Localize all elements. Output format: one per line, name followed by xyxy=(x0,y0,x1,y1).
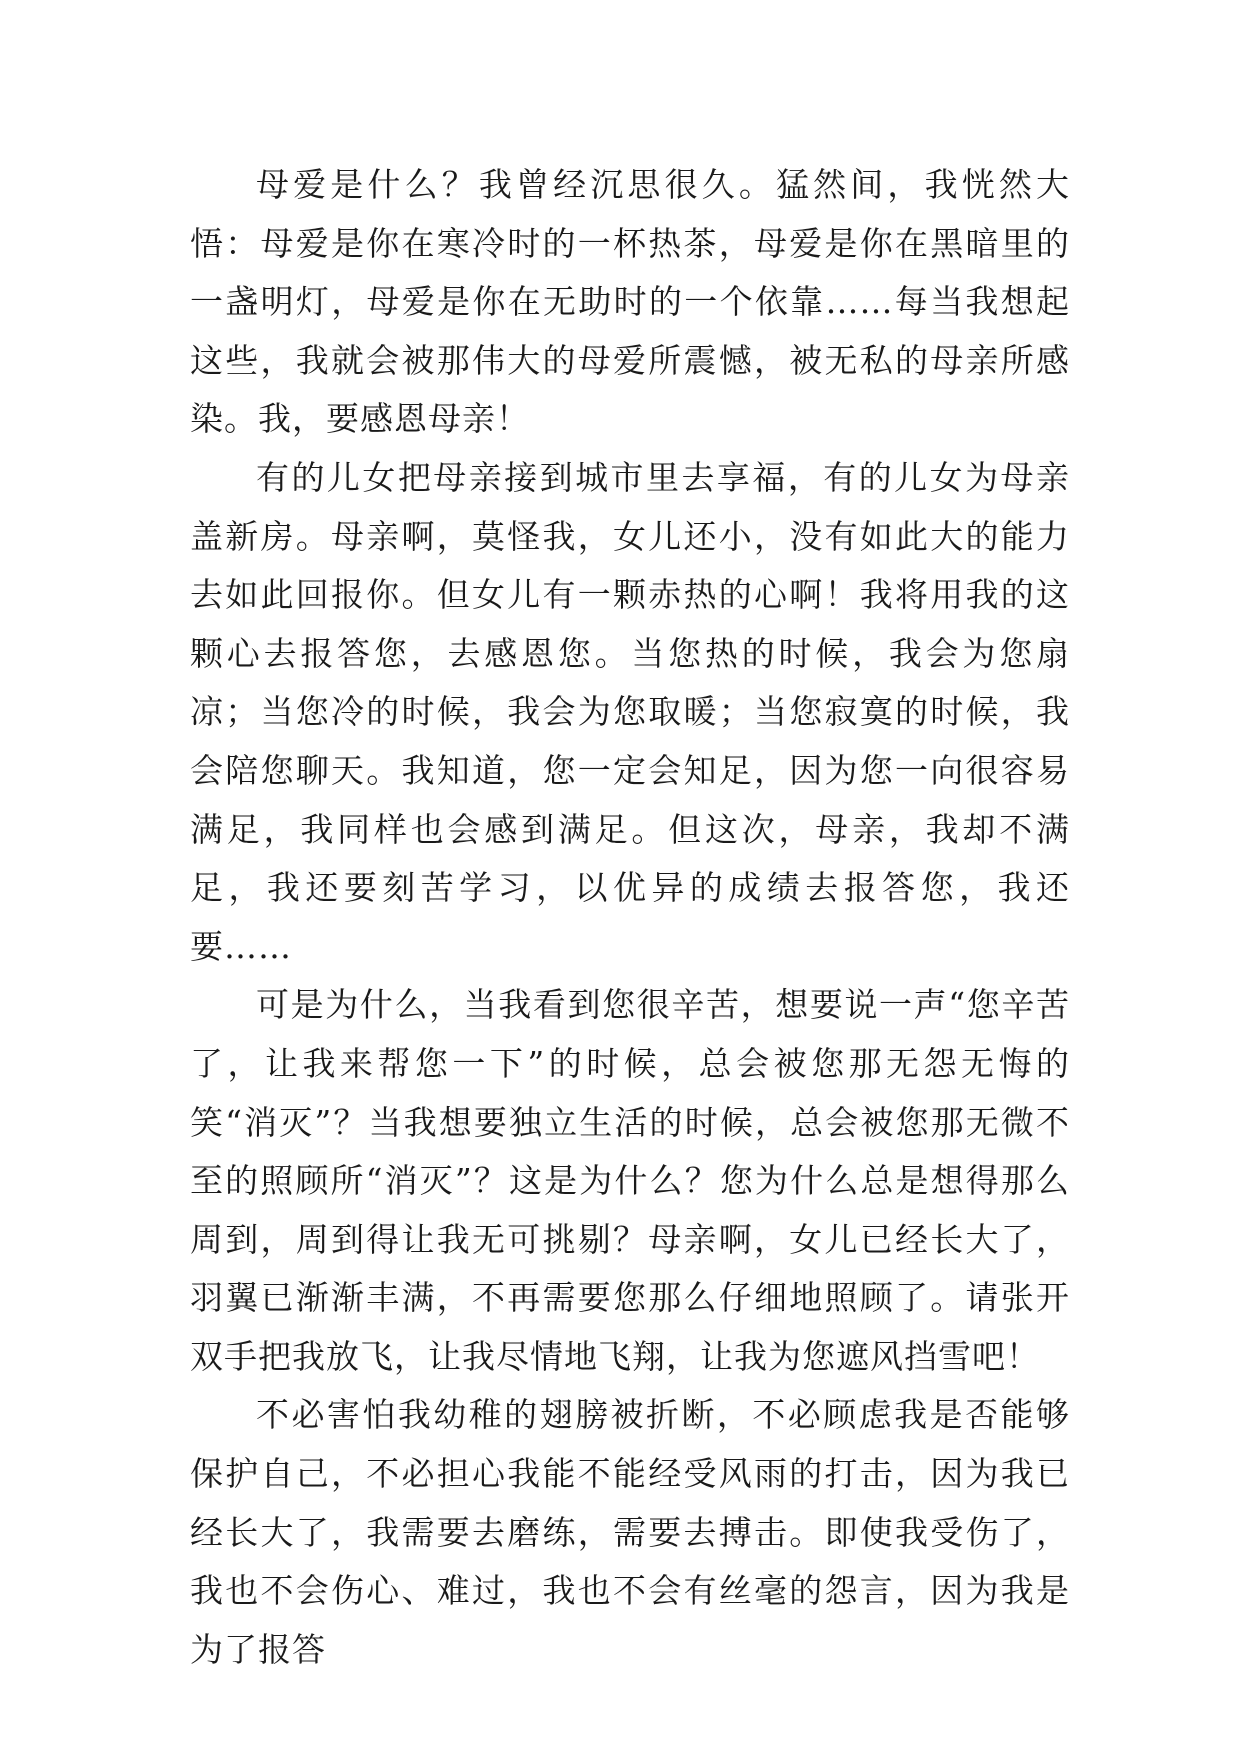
document-body xyxy=(190,156,1070,1679)
paragraph-4: 不必害怕我幼稚的翅膀被折断，不必顾虑我是否能够保护自己，不必担心我能不能经受风雨的打击，因为我已经长大了，我需要去磨练，需要去搏击。即使我受伤了，我也不会伤心、难过，我也不会有丝毫的怨言，因为我是为了报答 xyxy=(190,1395,1070,1669)
paragraph-1: 母爱是什么？我曾经沉思很久。猛然间，我恍然大悟：母爱是你在寒冷时的一杯热茶，母爱是你在黑暗里的一盏明灯，母爱是你在无助时的一个依靠……每当我想起这些，我就会被那伟大的母爱所震憾，被无私的母亲所感染。我，要感恩母亲！ xyxy=(190,165,1070,439)
paragraph-2: 有的儿女把母亲接到城市里去享福，有的儿女为母亲盖新房。母亲啊，莫怪我，女儿还小，没有如此大的能力去如此回报你。但女儿有一颗赤热的心啊！我将用我的这颗心去报答您，去感恩您。当您热的时候，我会为您扇凉；当您冷的时候，我会为您取暖；当您寂寞的时候，我会陪您聊天。我知道，您一定会知足，因为您一向很容易满足，我同样也会感到满足。但这次，母亲，我却不满足，我还要刻苦学习，以优异的成绩去报答您，我还要…… xyxy=(190,457,1070,966)
paragraph-3: 可是为什么，当我看到您很辛苦，想要说一声“您辛苦了，让我来帮您一下”的时候，总会被您那无怨无悔的笑“消灭”？当我想要独立生活的时候，总会被您那无微不至的照顾所“消灭”？这是为什么？您为什么总是想得那么周到，周到得让我无可挑剔？母亲啊，女儿已经长大了，羽翼已渐渐丰满，不再需要您那么仔细地照顾了。请张开双手把我放飞，让我尽情地飞翔，让我为您遮风挡雪吧！ xyxy=(190,985,1070,1376)
